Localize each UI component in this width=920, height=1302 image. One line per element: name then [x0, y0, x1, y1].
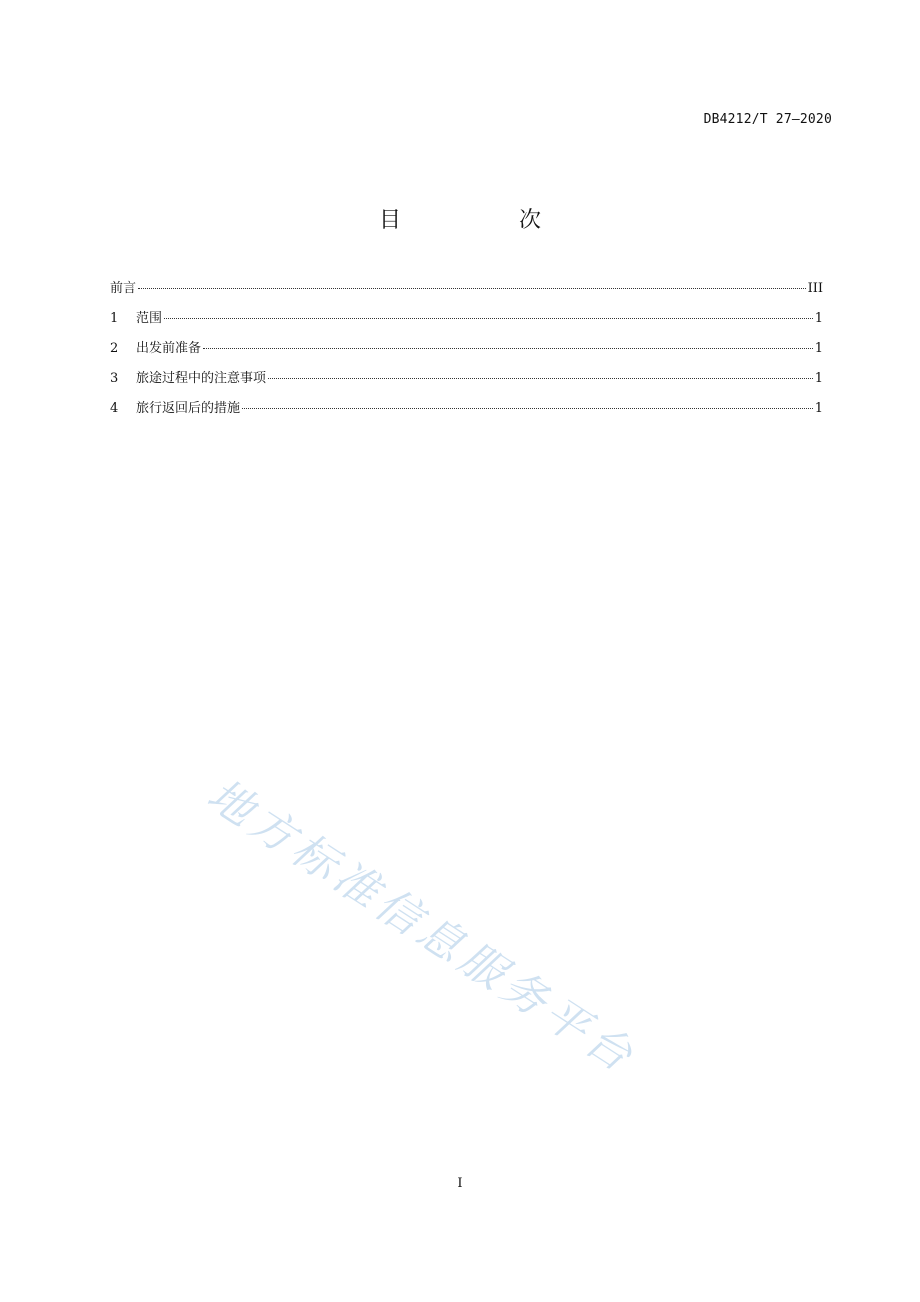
toc-leader-dots: [164, 318, 813, 319]
toc-entry-label: 前言: [110, 281, 137, 296]
toc-entry-number: 1: [110, 311, 119, 326]
toc-leader-dots: [242, 408, 813, 409]
toc-leader-dots: [138, 288, 806, 289]
toc-entry[interactable]: [110, 400, 823, 430]
page-title: 目 次: [378, 208, 589, 233]
table-of-contents: [110, 280, 823, 430]
toc-entry-number: 2: [110, 341, 119, 356]
toc-entry-page: 1: [814, 371, 823, 386]
watermark: 地方标准信息服务平台: [198, 769, 646, 1085]
toc-entry[interactable]: [110, 280, 823, 310]
toc-entry[interactable]: [110, 370, 823, 400]
toc-entry-number: 3: [110, 371, 119, 386]
toc-entry-page: 1: [814, 401, 823, 416]
toc-entry-label: 旅途过程中的注意事项: [136, 371, 267, 386]
toc-entry-page: III: [807, 281, 823, 296]
toc-leader-dots: [268, 378, 813, 379]
toc-leader-dots: [203, 348, 813, 349]
toc-entry-label: 出发前准备: [136, 341, 202, 356]
page-number: I: [457, 1176, 463, 1191]
toc-entry-page: 1: [814, 341, 823, 356]
toc-entry-label: 范围: [136, 311, 163, 326]
toc-entry-page: 1: [814, 311, 823, 326]
toc-entry[interactable]: [110, 310, 823, 340]
toc-entry-label: 旅行返回后的措施: [136, 401, 241, 416]
standard-code: DB4212/T 27—2020: [703, 112, 832, 127]
toc-entry[interactable]: [110, 340, 823, 370]
toc-entry-number: 4: [110, 401, 119, 416]
